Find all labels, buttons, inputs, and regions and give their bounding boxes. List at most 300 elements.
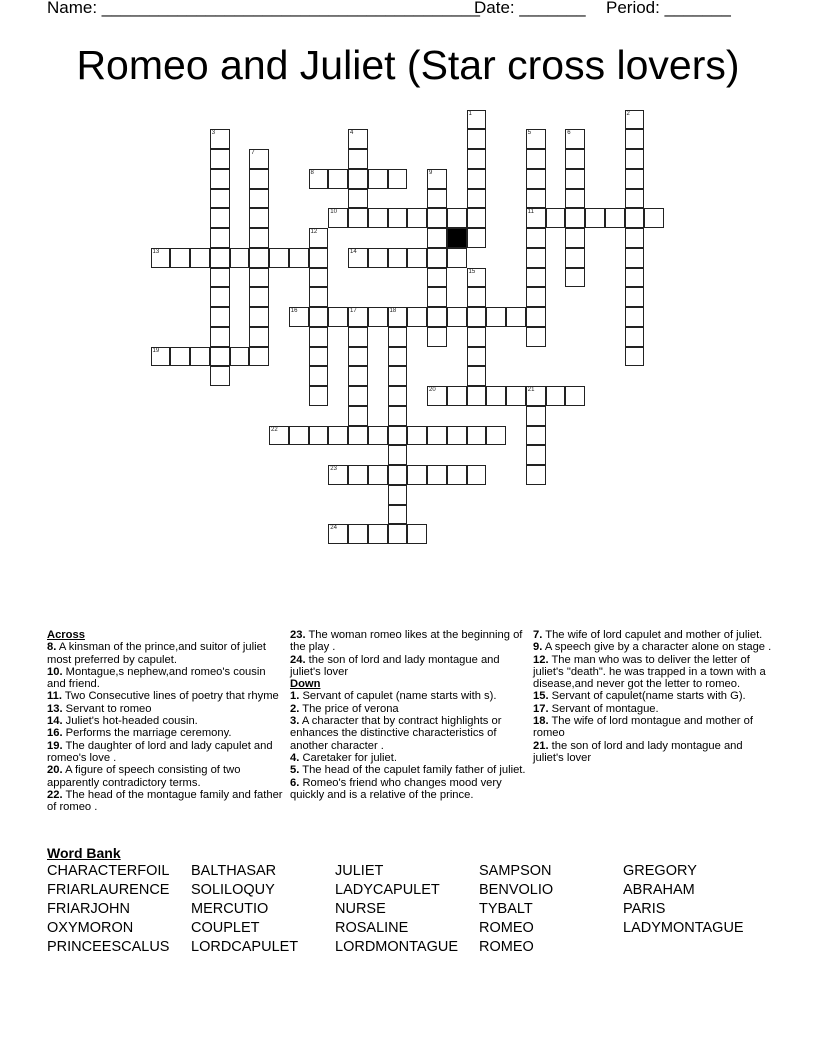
grid-cell[interactable]: [388, 445, 408, 465]
grid-cell[interactable]: [526, 268, 546, 288]
grid-cell[interactable]: [526, 327, 546, 347]
grid-cell[interactable]: [368, 465, 388, 485]
grid-cell[interactable]: [565, 149, 585, 169]
grid-cell[interactable]: [625, 110, 645, 130]
clue-across: [47, 727, 287, 739]
grid-cell[interactable]: [210, 169, 230, 189]
clue-number: 5: [527, 130, 532, 137]
grid-cell[interactable]: [309, 287, 329, 307]
grid-cell[interactable]: [210, 208, 230, 228]
grid-cell[interactable]: [230, 248, 250, 268]
clue-down: [533, 629, 773, 641]
grid-cell[interactable]: [467, 465, 487, 485]
grid-cell[interactable]: [368, 524, 388, 544]
word-bank-item: GREGORY: [623, 863, 697, 879]
clue-text: The man who was to deliver the letter of juliet's "death". he was trapped in a town with a disease,and never got the letter to romeo.: [533, 653, 766, 691]
clue-text: The head of the montague family and father of romeo .: [47, 788, 283, 814]
grid-cell[interactable]: [407, 465, 427, 485]
clue-number: 19: [152, 347, 160, 354]
grid-cell[interactable]: [210, 366, 230, 386]
grid-cell[interactable]: [565, 248, 585, 268]
grid-cell[interactable]: [467, 287, 487, 307]
grid-cell[interactable]: [348, 327, 368, 347]
clue-across: [290, 629, 530, 654]
grid-cell[interactable]: [309, 268, 329, 288]
clue-number: 10: [330, 209, 337, 216]
grid-cell[interactable]: [348, 406, 368, 426]
grid-cell[interactable]: [447, 386, 467, 406]
clue-text: The wife of lord montague and mother of romeo: [533, 715, 753, 740]
grid-cell[interactable]: [625, 189, 645, 209]
grid-cell[interactable]: [526, 465, 546, 485]
clue-number-label: 9.: [533, 641, 543, 654]
word-bank-item: PRINCEESCALUS: [47, 939, 170, 955]
grid-cell[interactable]: [486, 386, 506, 406]
clue-number: 4: [350, 130, 354, 137]
grid-cell[interactable]: [427, 307, 447, 327]
grid-cell[interactable]: [348, 248, 368, 268]
grid-cell[interactable]: [388, 505, 408, 525]
name-field[interactable]: Name: ________________________________________: [47, 0, 480, 17]
grid-cell[interactable]: [625, 287, 645, 307]
grid-cell[interactable]: [427, 426, 447, 446]
across-heading: Across: [47, 629, 85, 641]
clue-number: 7: [251, 150, 255, 156]
grid-cell[interactable]: [348, 524, 368, 544]
word-bank-item: CHARACTERFOIL: [47, 863, 170, 879]
grid-cell[interactable]: [289, 426, 309, 446]
grid-cell[interactable]: [467, 228, 487, 248]
grid-cell[interactable]: [427, 169, 447, 189]
grid-cell[interactable]: [447, 426, 467, 446]
grid-cell[interactable]: [348, 169, 368, 189]
date-field[interactable]: Date: _______: [474, 0, 586, 17]
word-bank-item: ROMEO: [479, 939, 534, 955]
clue-text: The daughter of lord and lady capulet and romeo's love .: [47, 739, 273, 764]
grid-cell[interactable]: [644, 208, 664, 228]
grid-cell[interactable]: [546, 208, 566, 228]
grid-cell[interactable]: [625, 149, 645, 169]
grid-cell[interactable]: [388, 465, 408, 485]
grid-cell[interactable]: [526, 426, 546, 446]
clue-number-label: 19.: [47, 739, 63, 752]
grid-cell[interactable]: [467, 426, 487, 446]
clues-column-2: [290, 629, 530, 801]
word-bank-item: TYBALT: [479, 901, 533, 917]
word-bank-item: BALTHASAR: [191, 863, 277, 879]
grid-cell[interactable]: [230, 347, 250, 367]
clue-text: Romeo's friend who changes mood very quickly and is a relative of the prince.: [290, 776, 502, 801]
grid-cell[interactable]: [605, 208, 625, 228]
grid-cell[interactable]: [210, 248, 230, 268]
grid-cell[interactable]: [309, 366, 329, 386]
grid-cell[interactable]: [467, 110, 487, 130]
clue-text: Caretaker for juliet.: [302, 751, 397, 764]
grid-cell[interactable]: [348, 366, 368, 386]
clue-text: Two Consecutive lines of poetry that rhyme: [64, 690, 279, 703]
page-title: Romeo and Juliet (Star cross lovers): [76, 42, 740, 88]
clues-column-1: [47, 629, 287, 813]
clue-number-label: 24.: [290, 653, 306, 666]
grid-cell[interactable]: [506, 307, 526, 327]
grid-cell[interactable]: [348, 307, 368, 327]
word-bank-item: JULIET: [335, 863, 384, 879]
clue-across: [47, 641, 287, 666]
grid-cell[interactable]: [526, 406, 546, 426]
grid-cell[interactable]: [467, 347, 487, 367]
grid-cell[interactable]: [151, 347, 171, 367]
grid-cell[interactable]: [289, 307, 309, 327]
clue-number-label: 23.: [290, 629, 306, 641]
grid-cell[interactable]: [210, 189, 230, 209]
grid-cell[interactable]: [427, 248, 447, 268]
grid-cell[interactable]: [289, 248, 309, 268]
grid-cell[interactable]: [249, 248, 269, 268]
grid-cell[interactable]: [427, 208, 447, 228]
grid-cell[interactable]: [269, 248, 289, 268]
grid-cell[interactable]: [565, 386, 585, 406]
clue-number: 1: [468, 110, 472, 117]
grid-cell[interactable]: [348, 465, 368, 485]
grid-cell[interactable]: [249, 287, 269, 307]
grid-cell[interactable]: [210, 347, 230, 367]
clue-number-label: 20.: [47, 764, 63, 777]
grid-cell[interactable]: [388, 208, 408, 228]
clue-down: [290, 715, 530, 752]
grid-cell[interactable]: [348, 347, 368, 367]
grid-cell[interactable]: [388, 347, 408, 367]
grid-cell[interactable]: [625, 208, 645, 228]
grid-cell[interactable]: [407, 426, 427, 446]
grid-cell[interactable]: [210, 149, 230, 169]
clue-down: [290, 764, 530, 776]
grid-cell[interactable]: [467, 129, 487, 149]
clue-number-label: 4.: [290, 751, 300, 764]
clue-across: [47, 690, 287, 702]
grid-cell[interactable]: [309, 386, 329, 406]
clue-number-label: 18.: [533, 715, 549, 728]
grid-cell[interactable]: [388, 386, 408, 406]
grid-cell[interactable]: [328, 169, 348, 189]
clue-text: Servant of capulet (name starts with s).: [302, 690, 497, 703]
clue-number: 21: [527, 387, 535, 393]
clue-number-label: 21.: [533, 739, 549, 752]
clue-number: 15: [468, 268, 476, 275]
word-bank-item: OXYMORON: [47, 920, 134, 936]
clue-text: The wife of lord capulet and mother of juliet.: [545, 629, 763, 641]
grid-cell[interactable]: [210, 268, 230, 288]
word-bank-item: LORDMONTAGUE: [335, 939, 458, 955]
clue-across: [47, 764, 287, 789]
grid-cell[interactable]: [151, 248, 171, 268]
grid-cell[interactable]: [526, 149, 546, 169]
grid-cell[interactable]: [565, 268, 585, 288]
grid-cell[interactable]: [348, 129, 368, 149]
grid-cell[interactable]: [249, 268, 269, 288]
grid-cell[interactable]: [467, 268, 487, 288]
grid-cell[interactable]: [526, 307, 546, 327]
grid-cell[interactable]: [328, 524, 348, 544]
grid-cell[interactable]: [407, 307, 427, 327]
grid-cell[interactable]: [309, 307, 329, 327]
grid-cell[interactable]: [249, 327, 269, 347]
grid-cell[interactable]: [249, 208, 269, 228]
grid-cell[interactable]: [625, 248, 645, 268]
grid-cell[interactable]: [526, 129, 546, 149]
period-field[interactable]: Period: _______: [606, 0, 731, 17]
grid-cell[interactable]: [407, 248, 427, 268]
grid-cell[interactable]: [625, 169, 645, 189]
grid-cell[interactable]: [467, 327, 487, 347]
grid-cell[interactable]: [388, 327, 408, 347]
grid-cell[interactable]: [309, 327, 329, 347]
grid-cell[interactable]: [565, 129, 585, 149]
grid-cell[interactable]: [526, 287, 546, 307]
clue-text: The head of the capulet family father of juliet.: [302, 764, 526, 777]
grid-cell[interactable]: [447, 307, 467, 327]
word-bank-item: ROMEO: [479, 920, 534, 936]
clue-text: the son of lord and lady montague and juliet's lover: [290, 653, 500, 678]
clue-number-label: 22.: [47, 788, 63, 801]
word-bank-item: BENVOLIO: [479, 882, 554, 898]
grid-cell[interactable]: [190, 248, 210, 268]
grid-cell[interactable]: [526, 386, 546, 406]
clue-text: A figure of speech consisting of two apparently contradictory terms.: [47, 764, 241, 789]
grid-cell[interactable]: [388, 307, 408, 327]
clue-text: Servant to romeo: [65, 702, 152, 715]
clue-text: Servant of montague.: [551, 702, 659, 715]
clue-number-label: 2.: [290, 702, 300, 715]
grid-cell[interactable]: [309, 248, 329, 268]
grid-cell[interactable]: [486, 426, 506, 446]
clue-number: 8: [310, 169, 314, 176]
grid-cell[interactable]: [210, 327, 230, 347]
clue-number-label: 17.: [533, 702, 549, 715]
grid-cell[interactable]: [467, 366, 487, 386]
word-bank-item: FRIARLAURENCE: [47, 882, 170, 898]
grid-cell[interactable]: [328, 307, 348, 327]
grid-cell[interactable]: [447, 465, 467, 485]
word-bank-item: PARIS: [623, 901, 666, 917]
clue-down: [533, 703, 773, 715]
down-heading: Down: [290, 678, 321, 691]
grid-cell[interactable]: [388, 169, 408, 189]
grid-cell[interactable]: [170, 347, 190, 367]
clue-number: 22: [271, 426, 278, 433]
grid-cell[interactable]: [249, 228, 269, 248]
word-bank-item: ABRAHAM: [623, 882, 695, 898]
clue-down: [290, 752, 530, 764]
grid-cell[interactable]: [427, 287, 447, 307]
grid-cell[interactable]: [565, 208, 585, 228]
clue-down: [290, 777, 530, 802]
grid-cell[interactable]: [407, 524, 427, 544]
grid-cell[interactable]: [427, 465, 447, 485]
clue-across: [47, 789, 287, 814]
grid-cell[interactable]: [249, 189, 269, 209]
clue-number: 3: [211, 130, 216, 137]
clue-number: 6: [567, 130, 571, 137]
clue-across: [47, 715, 287, 727]
clue-number-label: 12.: [533, 653, 549, 666]
grid-cell[interactable]: [467, 189, 487, 209]
clue-text: A character that by contract highlights or enhances the distinctive characteristics of another character .: [290, 715, 502, 752]
clue-number: 23: [330, 466, 337, 472]
grid-cell[interactable]: [249, 169, 269, 189]
grid-cell[interactable]: [407, 208, 427, 228]
grid-cell[interactable]: [210, 228, 230, 248]
grid-cell[interactable]: [388, 248, 408, 268]
clue-number: 12: [310, 229, 318, 235]
grid-cell[interactable]: [309, 426, 329, 446]
grid-cell[interactable]: [328, 426, 348, 446]
grid-cell[interactable]: [190, 347, 210, 367]
clue-number-label: 16.: [47, 727, 63, 740]
grid-cell[interactable]: [368, 208, 388, 228]
grid-cell[interactable]: [625, 129, 645, 149]
grid-cell[interactable]: [467, 208, 487, 228]
word-bank-item: COUPLET: [191, 920, 260, 936]
grid-cell[interactable]: [269, 426, 289, 446]
clue-down: [533, 740, 773, 765]
grid-cell[interactable]: [309, 347, 329, 367]
clue-number-label: 11.: [47, 690, 62, 703]
grid-cell[interactable]: [210, 307, 230, 327]
grid-cell[interactable]: [447, 208, 467, 228]
grid-cell[interactable]: [348, 208, 368, 228]
grid-cell[interactable]: [388, 366, 408, 386]
word-bank-item: SOLILOQUY: [191, 882, 275, 898]
grid-cell[interactable]: [486, 307, 506, 327]
grid-cell[interactable]: [348, 386, 368, 406]
grid-cell[interactable]: [309, 228, 329, 248]
word-bank-item: MERCUTIO: [191, 901, 269, 917]
clue-number-label: 8.: [47, 641, 57, 654]
clue-number-label: 3.: [290, 715, 300, 728]
grid-cell[interactable]: [565, 169, 585, 189]
grid-cell[interactable]: [447, 248, 467, 268]
clue-number-label: 10.: [47, 665, 63, 678]
word-bank-item: ROSALINE: [335, 920, 409, 936]
grid-cell[interactable]: [348, 189, 368, 209]
grid-cell[interactable]: [565, 228, 585, 248]
grid-cell[interactable]: [368, 307, 388, 327]
grid-cell[interactable]: [348, 426, 368, 446]
grid-cell[interactable]: [348, 149, 368, 169]
grid-cell[interactable]: [328, 208, 348, 228]
grid-cell[interactable]: [427, 268, 447, 288]
grid-cell[interactable]: [526, 248, 546, 268]
clue-number-label: 1.: [290, 690, 300, 703]
grid-cell[interactable]: [526, 228, 546, 248]
grid-cell[interactable]: [328, 465, 348, 485]
clue-text: A speech give by a character alone on stage .: [544, 641, 772, 654]
clue-down: [533, 690, 773, 702]
grid-cell[interactable]: [249, 149, 269, 169]
clue-number: 16: [290, 308, 298, 314]
clue-across: [47, 740, 287, 765]
grid-cell[interactable]: [210, 129, 230, 149]
clue-number-label: 13.: [47, 702, 63, 715]
grid-cell[interactable]: [506, 386, 526, 406]
grid-cell[interactable]: [427, 327, 447, 347]
grid-cell[interactable]: [625, 327, 645, 347]
clue-text: Performs the marriage ceremony.: [65, 727, 232, 740]
grid-cell[interactable]: [427, 228, 447, 248]
grid-cell[interactable]: [249, 347, 269, 367]
grid-cell[interactable]: [368, 426, 388, 446]
grid-cell[interactable]: [585, 208, 605, 228]
clue-number-label: 14.: [47, 715, 63, 728]
grid-cell[interactable]: [368, 248, 388, 268]
grid-cell[interactable]: [526, 208, 546, 228]
word-bank-item: LORDCAPULET: [191, 939, 299, 955]
clue-text: The price of verona: [302, 702, 399, 715]
grid-cell[interactable]: [546, 386, 566, 406]
grid-cell[interactable]: [467, 386, 487, 406]
clue-number: 20: [429, 387, 436, 393]
clue-across: [47, 666, 287, 691]
grid-cell[interactable]: [210, 287, 230, 307]
clue-text: Montague,s nephew,and romeo's cousin and friend.: [47, 665, 266, 691]
grid-cell[interactable]: [388, 406, 408, 426]
clue-across: [290, 654, 530, 679]
word-bank-item: FRIARJOHN: [47, 901, 130, 917]
clue-down: [533, 654, 773, 691]
grid-cell[interactable]: [467, 307, 487, 327]
clue-text: Servant of capulet(name starts with G).: [551, 690, 746, 703]
grid-cell[interactable]: [388, 485, 408, 505]
clue-number-label: 15.: [533, 690, 549, 703]
clue-number: 17: [350, 308, 357, 314]
grid-cell[interactable]: [526, 169, 546, 189]
word-bank-item: LADYCAPULET: [335, 882, 440, 898]
grid-cell[interactable]: [427, 189, 447, 209]
grid-cell[interactable]: [467, 169, 487, 189]
clue-text: A kinsman of the prince,and suitor of juliet most preferred by capulet.: [47, 641, 266, 666]
grid-cell[interactable]: [309, 169, 329, 189]
grid-cell[interactable]: [388, 524, 408, 544]
clue-number-label: 7.: [533, 629, 543, 641]
grid-cell[interactable]: [388, 426, 408, 446]
grid-cell[interactable]: [565, 189, 585, 209]
grid-cell[interactable]: [625, 347, 645, 367]
clue-number: 24: [330, 525, 337, 532]
grid-cell[interactable]: [526, 445, 546, 465]
grid-cell[interactable]: [625, 307, 645, 327]
word-bank-item: LADYMONTAGUE: [623, 920, 744, 936]
black-cell: [447, 228, 467, 248]
word-bank-item: SAMPSON: [479, 863, 552, 879]
clue-text: the son of lord and lady montague and juliet's lover: [533, 739, 743, 764]
grid-cell[interactable]: [625, 228, 645, 248]
grid-cell[interactable]: [526, 189, 546, 209]
word-bank: [47, 862, 767, 956]
grid-cell[interactable]: [368, 169, 388, 189]
clue-number: 13: [152, 248, 160, 255]
clue-number-label: 6.: [290, 776, 300, 789]
grid-cell[interactable]: [625, 268, 645, 288]
grid-cell[interactable]: [249, 307, 269, 327]
word-bank-item: NURSE: [335, 901, 386, 917]
clue-number: 14: [350, 248, 357, 255]
grid-cell[interactable]: [170, 248, 190, 268]
grid-cell[interactable]: [427, 386, 447, 406]
clue-down: [290, 690, 530, 702]
grid-cell[interactable]: [467, 149, 487, 169]
clue-down: [533, 715, 773, 740]
clue-number-label: 5.: [290, 764, 300, 777]
